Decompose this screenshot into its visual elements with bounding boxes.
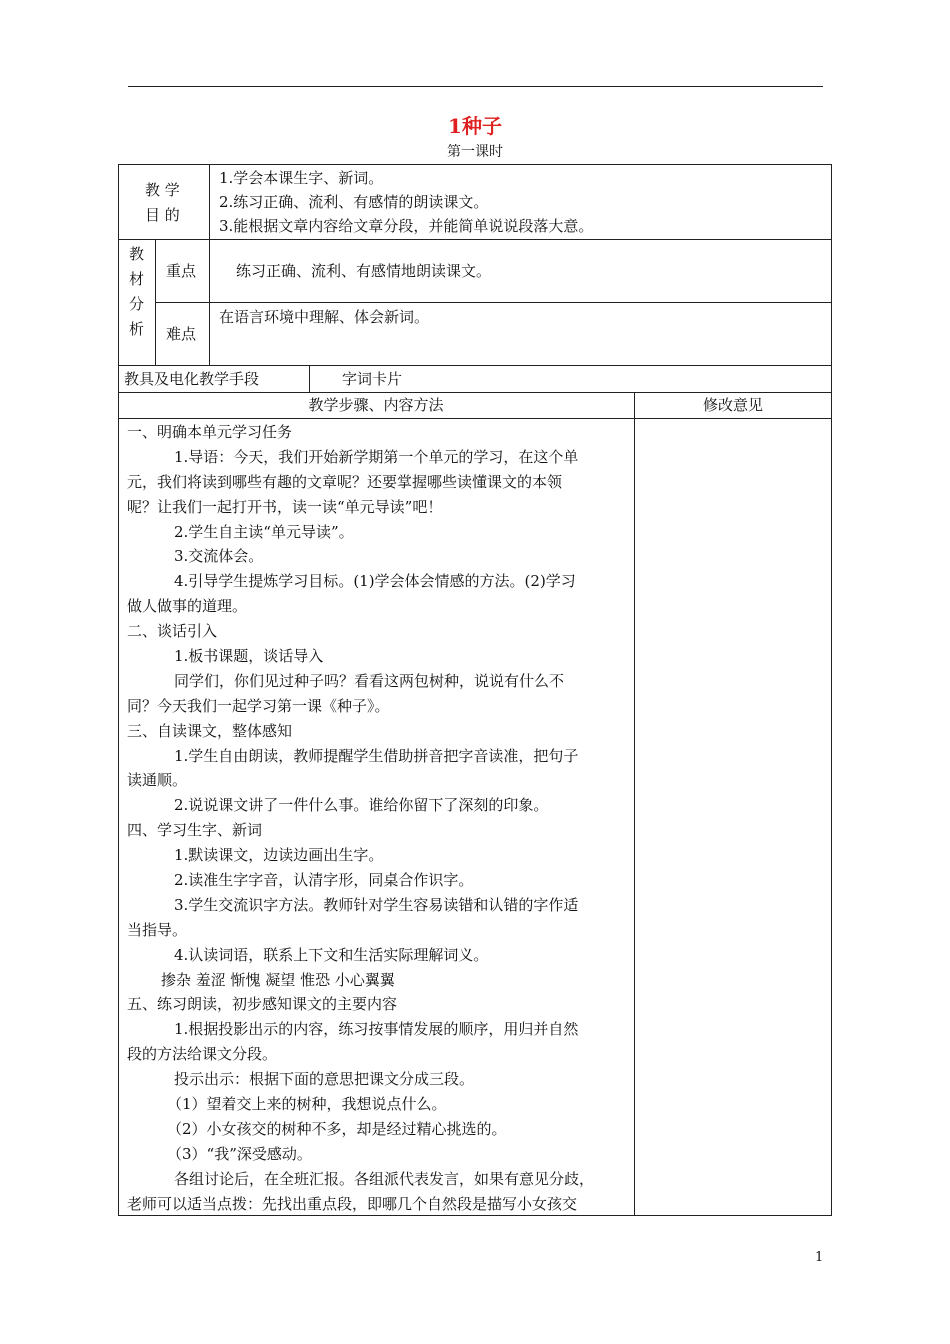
- step-line: 四、学习生字、新词: [127, 821, 263, 840]
- notes-column-header: 修改意见: [702, 396, 763, 414]
- step-line: （2）小女孩交的树种不多，却是经过精心挑选的。: [167, 1119, 507, 1138]
- step-line: 4.认读词语，联系上下文和生活实际理解词义。: [174, 945, 489, 964]
- step-line: （3）“我”深受感动。: [167, 1144, 312, 1163]
- step-line: 1.默读课文，边读边画出生字。: [174, 846, 384, 865]
- step-line: 同？今天我们一起学习第一课《种子》。: [127, 696, 390, 715]
- step-line: 当指导。: [127, 920, 188, 939]
- step-line: 2.学生自主读“单元导读”。: [174, 522, 354, 541]
- analysis-label-char: 教: [129, 245, 145, 263]
- lesson-title: 1种子: [448, 114, 502, 138]
- goal-item: 1.学会本课生字、新词。: [219, 169, 384, 187]
- step-line: （1）望着交上来的树种，我想说点什么。: [167, 1095, 447, 1114]
- goal-item: 3.能根据文章内容给文章分段，并能简单说说段落大意。: [219, 217, 594, 235]
- step-line: 2.读准生字字音，认清字形，同桌合作识字。: [174, 871, 474, 890]
- step-line: 老师可以适当点拨：先找出重点段，即哪几个自然段是描写小女孩交: [127, 1194, 578, 1213]
- step-line: 段的方法给课文分段。: [127, 1045, 278, 1064]
- step-line: 1.板书课题，谈话导入: [174, 647, 324, 666]
- analysis-label-char: 分: [129, 295, 145, 313]
- step-line: 同学们，你们见过种子吗？看看这两包树种，说说有什么不: [174, 671, 565, 690]
- step-line: 三、自读课文，整体感知: [127, 721, 293, 740]
- step-line: 五、练习朗读，初步感知课文的主要内容: [127, 995, 398, 1014]
- step-line: 一、明确本单元学习任务: [127, 423, 293, 441]
- lesson-subtitle: 第一课时: [447, 144, 503, 160]
- analysis-label-char: 材: [129, 270, 145, 288]
- difficulty-text: 在语言环境中理解、体会新词。: [219, 308, 430, 326]
- goal-item: 2.练习正确、流利、有感情的朗读课文。: [219, 193, 489, 211]
- goals-label-line-1: 教 学: [145, 181, 180, 199]
- step-line: 呢？让我们一起打开书，读一读“单元导读”吧！: [127, 497, 443, 516]
- step-line: 投示出示：根据下面的意思把课文分成三段。: [174, 1070, 475, 1089]
- step-line: 1.根据投影出示的内容，练习按事情发展的顺序，用归并自然: [174, 1020, 579, 1039]
- key-point-text: 练习正确、流利、有感情地朗读课文。: [236, 262, 492, 280]
- step-line: 各组讨论后，在全班汇报。各组派代表发言，如果有意见分歧，: [174, 1169, 595, 1188]
- steps-column-header: 教学步骤、内容方法: [308, 396, 444, 414]
- step-line: 3.交流体会。: [174, 547, 264, 566]
- teaching-steps: [127, 420, 632, 1217]
- step-line: 3.学生交流识字方法。教师针对学生容易读错和认错的字作适: [174, 895, 579, 914]
- step-line: 1.导语：今天，我们开始新学期第一个单元的学习，在这个单: [174, 447, 579, 466]
- step-line: 做人做事的道理。: [127, 597, 248, 616]
- tools-label: 教具及电化教学手段: [124, 370, 260, 388]
- difficulty-label: 难点: [166, 325, 197, 343]
- step-line: 1.学生自由朗读，教师提醒学生借助拼音把字音读准，把句子: [174, 746, 579, 765]
- step-line: 2.说说课文讲了一件什么事。谁给你留下了深刻的印象。: [174, 796, 549, 815]
- step-line: 元，我们将读到哪些有趣的文章呢？还要掌握哪些读懂课文的本领: [127, 472, 563, 491]
- key-point-label: 重点: [166, 262, 197, 280]
- step-line: 读通顺。: [127, 771, 188, 790]
- analysis-label-char: 析: [129, 320, 145, 338]
- tools-value: 字词卡片: [342, 370, 403, 388]
- step-line: 4.引导学生提炼学习目标。(1)学会体会情感的方法。(2)学习: [174, 572, 576, 591]
- header-rule: [128, 86, 823, 87]
- step-line: 二、谈话引入: [127, 622, 218, 641]
- goals-label-line-2: 目 的: [145, 206, 180, 224]
- page-number: 1: [815, 1250, 824, 1265]
- step-line: 掺杂 羞涩 惭愧 凝望 惟恐 小心翼翼: [161, 970, 395, 989]
